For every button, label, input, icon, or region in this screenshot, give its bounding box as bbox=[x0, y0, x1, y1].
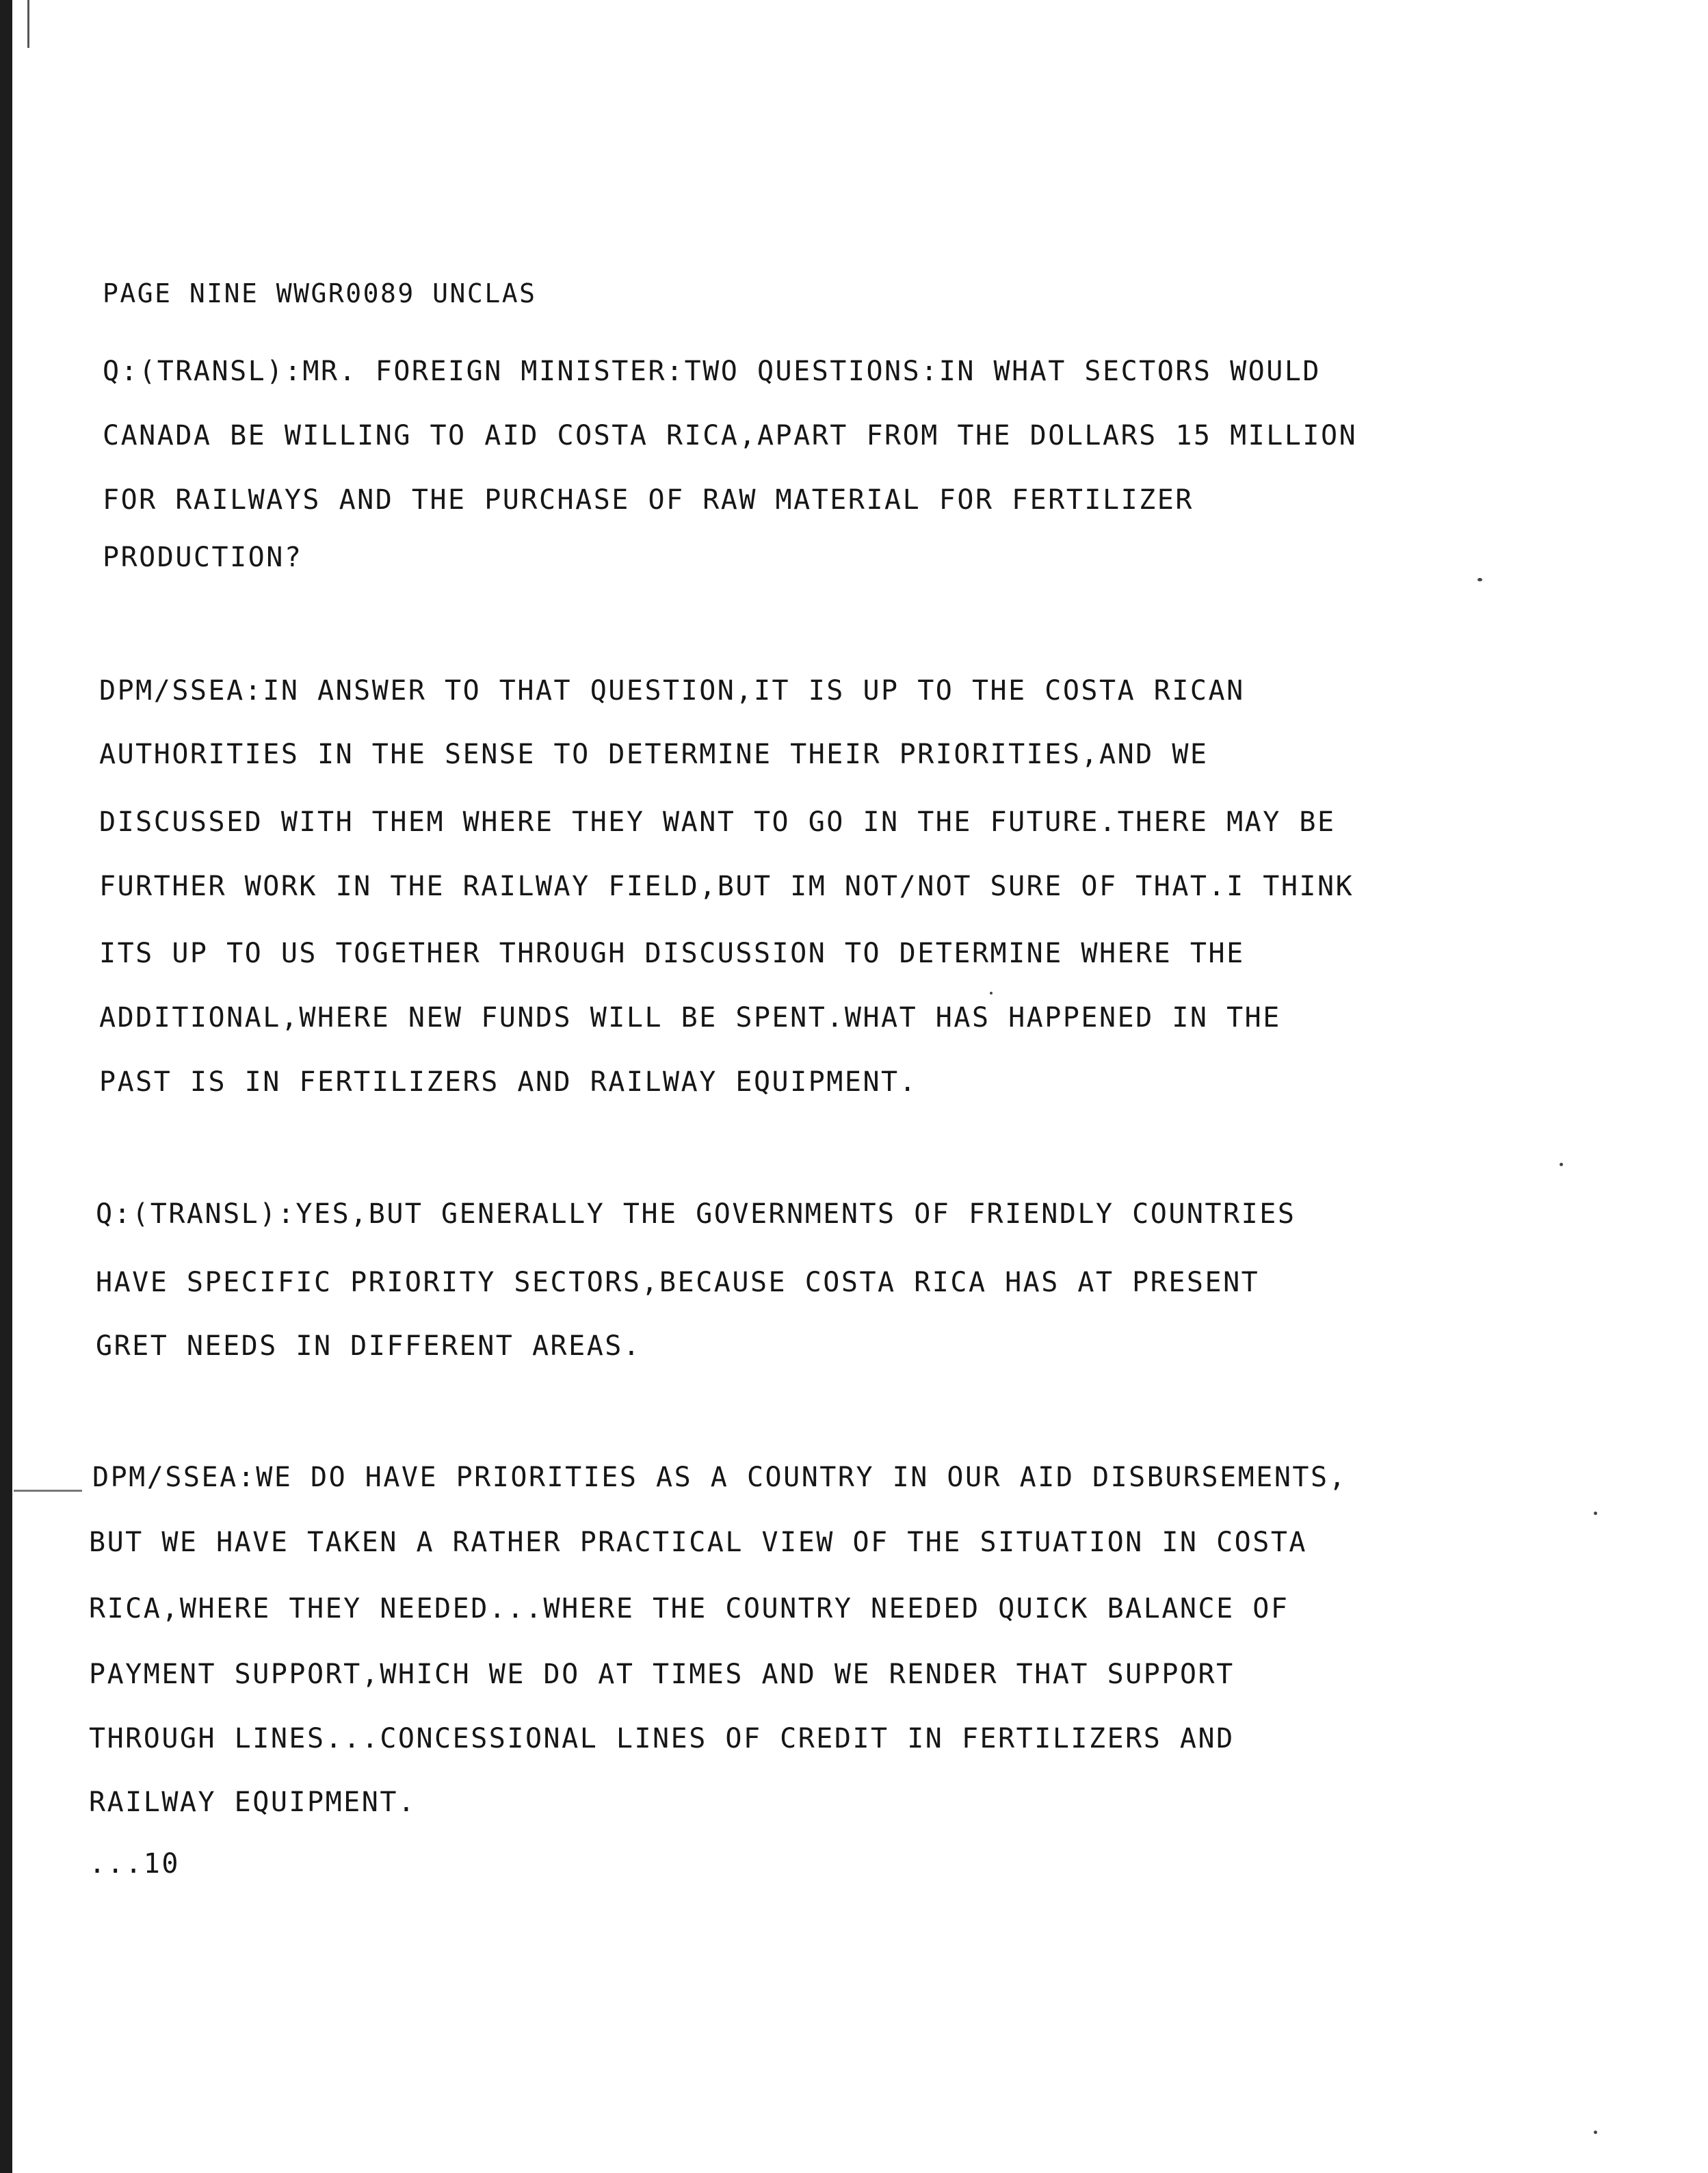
scan-speck bbox=[1594, 1512, 1597, 1515]
text-line: THROUGH LINES...CONCESSIONAL LINES OF CREDIT IN FERTILIZERS AND bbox=[89, 1723, 1235, 1754]
text-line: PRODUCTION? bbox=[103, 542, 303, 573]
text-line: Q:(TRANSL):MR. FOREIGN MINISTER:TWO QUESTIONS:IN WHAT SECTORS WOULD bbox=[103, 356, 1321, 387]
page-continuation: ...10 bbox=[89, 1848, 180, 1880]
text-line: AUTHORITIES IN THE SENSE TO DETERMINE THEIR PRIORITIES,AND WE bbox=[99, 739, 1209, 770]
scan-speck bbox=[1477, 578, 1482, 581]
scan-speck bbox=[1594, 2131, 1597, 2134]
text-line: GRET NEEDS IN DIFFERENT AREAS. bbox=[96, 1330, 642, 1362]
text-line: RAILWAY EQUIPMENT. bbox=[89, 1787, 417, 1818]
text-line: ITS UP TO US TOGETHER THROUGH DISCUSSION TO DETERMINE WHERE THE bbox=[99, 938, 1245, 969]
scan-speck bbox=[1560, 1163, 1563, 1166]
text-line: PAYMENT SUPPORT,WHICH WE DO AT TIMES AND WE RENDER THAT SUPPORT bbox=[89, 1659, 1235, 1690]
text-line: DISCUSSED WITH THEM WHERE THEY WANT TO GO IN THE FUTURE.THERE MAY BE bbox=[99, 806, 1336, 838]
text-line: BUT WE HAVE TAKEN A RATHER PRACTICAL VIEW OF THE SITUATION IN COSTA bbox=[89, 1527, 1307, 1558]
scan-speck bbox=[990, 992, 993, 995]
page-header: PAGE NINE WWGR0089 UNCLAS bbox=[103, 278, 537, 308]
scan-left-edge bbox=[0, 0, 12, 2173]
text-line: DPM/SSEA:IN ANSWER TO THAT QUESTION,IT IS UP TO THE COSTA RICAN bbox=[99, 675, 1245, 707]
scan-margin-mark bbox=[14, 1490, 82, 1492]
text-line: DPM/SSEA:WE DO HAVE PRIORITIES AS A COUNTRY IN OUR AID DISBURSEMENTS, bbox=[92, 1462, 1348, 1493]
text-line: FOR RAILWAYS AND THE PURCHASE OF RAW MATERIAL FOR FERTILIZER bbox=[103, 484, 1194, 516]
text-line: RICA,WHERE THEY NEEDED...WHERE THE COUNTRY NEEDED QUICK BALANCE OF bbox=[89, 1593, 1289, 1624]
text-line: FURTHER WORK IN THE RAILWAY FIELD,BUT IM NOT/NOT SURE OF THAT.I THINK bbox=[99, 871, 1354, 902]
text-line: PAST IS IN FERTILIZERS AND RAILWAY EQUIPMENT. bbox=[99, 1066, 918, 1098]
text-line: CANADA BE WILLING TO AID COSTA RICA,APART FROM THE DOLLARS 15 MILLION bbox=[103, 420, 1358, 451]
text-line: HAVE SPECIFIC PRIORITY SECTORS,BECAUSE COSTA RICA HAS AT PRESENT bbox=[96, 1267, 1260, 1298]
text-line: Q:(TRANSL):YES,BUT GENERALLY THE GOVERNMENTS OF FRIENDLY COUNTRIES bbox=[96, 1198, 1296, 1230]
text-line: ADDITIONAL,WHERE NEW FUNDS WILL BE SPENT.WHAT HAS HAPPENED IN THE bbox=[99, 1002, 1281, 1033]
scan-edge-mark bbox=[27, 0, 29, 48]
